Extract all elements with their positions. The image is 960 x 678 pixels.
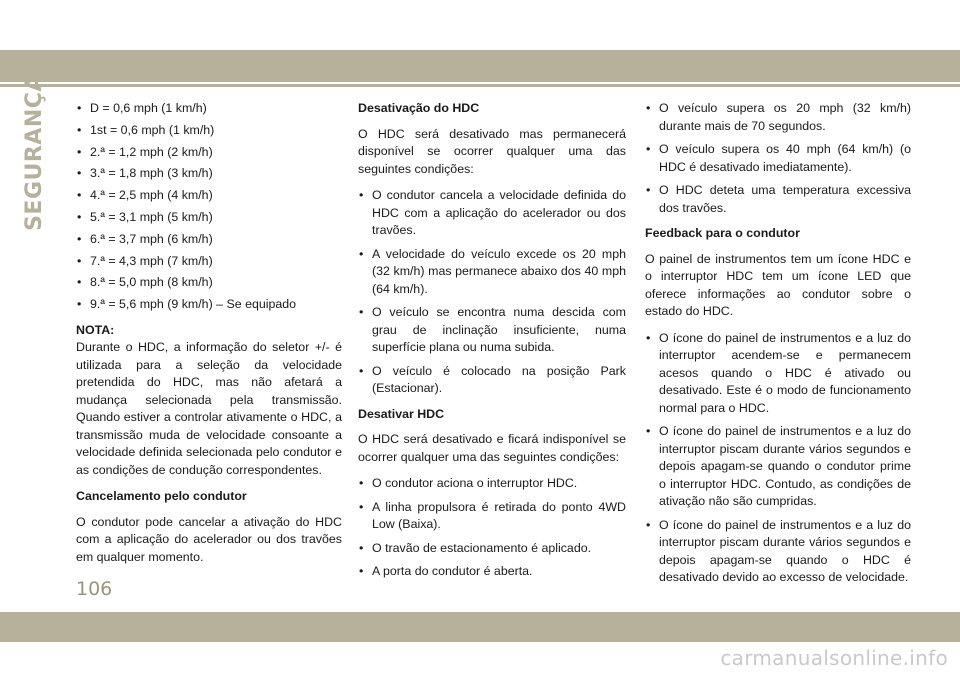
deactivation-heading: Desativação do HDC — [358, 101, 480, 115]
list-item: • 1st = 0,6 mph (1 km/h) — [76, 122, 342, 140]
column-1 — [76, 100, 342, 575]
page-number: 106 — [76, 578, 113, 600]
deactivation-text: O HDC será desativado mas permanecerá disponível se ocorrer qualquer uma das seguintes condições: — [358, 126, 626, 176]
list-item: • O HDC deteta uma temperatura excessiva dos travões. — [645, 182, 911, 217]
header-band — [0, 50, 960, 82]
feedback-list — [645, 330, 911, 587]
watermark: carmanualsonline.info — [720, 646, 948, 670]
list-item: • O veículo é colocado na posição Park (Estacionar). — [358, 363, 626, 398]
list-item: • A velocidade do veículo excede os 20 mph (32 km/h) mas permanece abaixo dos 40 mph (64 km/h). — [358, 246, 626, 299]
list-item: • O condutor cancela a velocidade definida do HDC com a aplicação do acelerador ou dos travões. — [358, 187, 626, 240]
disable-heading: Desativar HDC — [358, 406, 445, 421]
speed-list — [76, 100, 342, 314]
list-item: • O travão de estacionamento é aplicado. — [358, 540, 626, 558]
section-label: SEGURANÇA — [21, 73, 47, 231]
list-item: • O ícone do painel de instrumentos e a luz do interruptor piscam durante vários segundos e depois apagam-se quando o HDC é desativado devido ao excesso de velocidade. — [645, 517, 911, 587]
list-item: • O ícone do painel de instrumentos e a luz do interruptor acendem-se e permanecem acesos quando o HDC é ativado ou desativado. Este é o modo de funcionamento normal para o HDC. — [645, 330, 911, 418]
list-item: • O veículo supera os 20 mph (32 km/h) durante mais de 70 segundos. — [645, 100, 911, 135]
top-margin — [0, 0, 960, 50]
list-item: • O condutor aciona o interruptor HDC. — [358, 475, 626, 493]
list-item: • 9.ª = 5,6 mph (9 km/h) – Se equipado — [76, 296, 342, 314]
list-item: • A porta do condutor é aberta. — [358, 563, 626, 581]
list-item: • 8.ª = 5,0 mph (8 km/h) — [76, 274, 342, 292]
list-item: • O ícone do painel de instrumentos e a luz do interruptor piscam durante vários segundos e depois apagam-se quando o condutor prime o interruptor HDC. Contudo, as condições de ativação não são cumpridas. — [645, 423, 911, 511]
list-item: • O veículo supera os 40 mph (64 km/h) (o HDC é desativado imediatamente). — [645, 141, 911, 176]
section-tab — [14, 73, 54, 231]
cancel-text: O condutor pode cancelar a ativação do HDC com a aplicação do acelerador ou dos travões em qualquer momento. — [76, 514, 342, 564]
list-item: • O veículo se encontra numa descida com grau de inclinação insuficiente, numa superfície plana ou numa subida. — [358, 304, 626, 357]
list-item: • 5.ª = 3,1 mph (5 km/h) — [76, 209, 342, 227]
list-item: • 2.ª = 1,2 mph (2 km/h) — [76, 144, 342, 162]
note-title: NOTA: — [76, 322, 115, 337]
disable-text: O HDC será desativado e ficará indisponível se ocorrer qualquer uma das seguintes condições: — [358, 432, 626, 464]
note-text: Durante o HDC, a informação do seletor +/- é utilizada para a seleção da velocidade pretendida do HDC, mas não afetará a mudança selecionada pela transmissão. Quando estiver a controlar ativamente o HDC, a transmissão muda de velocidade consoante a velocidade definida selecionada pelo condutor e as condições de condução correspondentes. — [76, 340, 342, 477]
disable-list — [358, 475, 626, 581]
header-rule — [0, 84, 960, 87]
deactivation-list-continued — [645, 100, 911, 217]
deactivation-list — [358, 187, 626, 398]
cancel-heading: Cancelamento pelo condutor — [76, 489, 247, 504]
footer-band — [0, 612, 960, 642]
feedback-heading: Feedback para o condutor — [645, 226, 800, 240]
list-item: • 3.ª = 1,8 mph (3 km/h) — [76, 165, 342, 183]
column-3 — [645, 100, 911, 593]
list-item: • D = 0,6 mph (1 km/h) — [76, 100, 342, 118]
list-item: • 4.ª = 2,5 mph (4 km/h) — [76, 187, 342, 205]
column-2 — [358, 100, 626, 587]
feedback-text: O painel de instrumentos tem um ícone HDC e o interruptor HDC tem um ícone LED que oferece informações ao condutor sobre o estado do HDC. — [645, 251, 911, 318]
list-item: • A linha propulsora é retirada do ponto 4WD Low (Baixa). — [358, 499, 626, 534]
list-item: • 6.ª = 3,7 mph (6 km/h) — [76, 231, 342, 249]
list-item: • 7.ª = 4,3 mph (7 km/h) — [76, 253, 342, 271]
